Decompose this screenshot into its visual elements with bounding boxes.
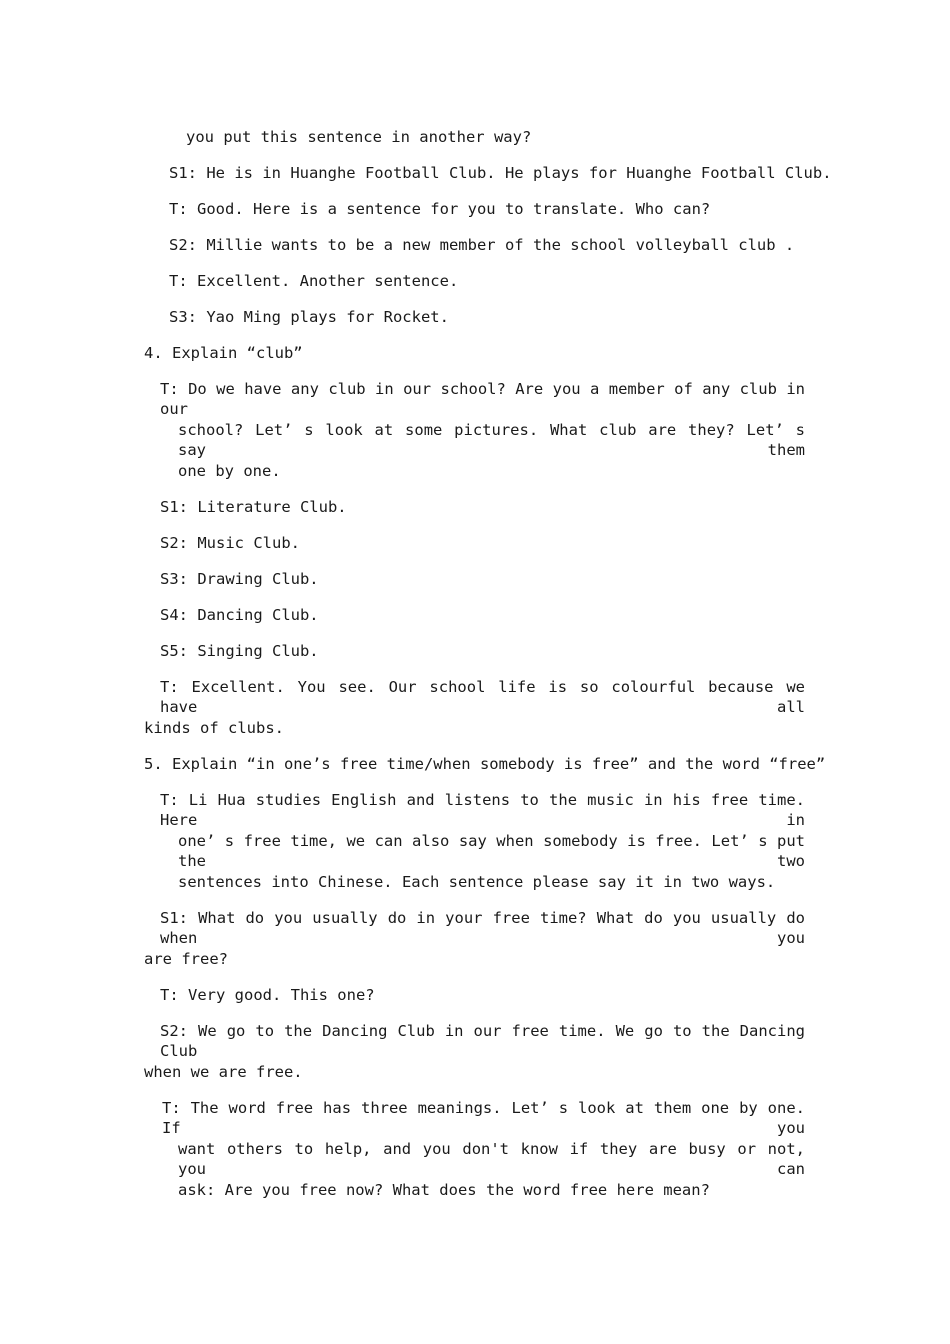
dialogue-line-continued: want others to help, and you don't know if they are busy or not, you can [178,1140,805,1178]
dialogue-line-continued: kinds of clubs. [144,719,284,737]
dialogue-line-continued: school? Let’ s look at some pictures. What club are they? Let’ s say them [178,421,805,459]
text-line: you put this sentence in another way? [186,128,532,146]
dialogue-line-continued: are free? [144,950,228,968]
section-heading: 5. Explain “in one’s free time/when somebody is free” and the word “free” [144,755,826,773]
dialogue-line: S4: Dancing Club. [160,606,319,624]
dialogue-line: S2: Millie wants to be a new member of the school volleyball club . [169,236,795,254]
dialogue-line: S3: Drawing Club. [160,570,319,588]
dialogue-line: T: Do we have any club in our school? Are you a member of any club in our [160,380,805,418]
dialogue-line: T: The word free has three meanings. Let’ s look at them one by one. If you [162,1099,805,1137]
dialogue-line: S3: Yao Ming plays for Rocket. [169,308,449,326]
dialogue-line: S2: Music Club. [160,534,300,552]
dialogue-line: S1: He is in Huanghe Football Club. He plays for Huanghe Football Club. [169,164,832,182]
dialogue-line: S1: Literature Club. [160,498,347,516]
dialogue-line: S2: We go to the Dancing Club in our free time. We go to the Dancing Club [160,1022,805,1060]
dialogue-line-continued: ask: Are you free now? What does the word free here mean? [178,1181,710,1199]
dialogue-line-continued: one’ s free time, we can also say when somebody is free. Let’ s put the two [178,832,805,870]
dialogue-line: T: Good. Here is a sentence for you to translate. Who can? [169,200,711,218]
dialogue-line-continued: sentences into Chinese. Each sentence please say it in two ways. [178,873,776,891]
dialogue-line: T: Li Hua studies English and listens to the music in his free time. Here in [160,791,805,829]
dialogue-line-continued: when we are free. [144,1063,303,1081]
dialogue-line: S1: What do you usually do in your free time? What do you usually do when you [160,909,805,947]
dialogue-line: T: Excellent. Another sentence. [169,272,459,290]
dialogue-line: S5: Singing Club. [160,642,319,660]
section-heading: 4. Explain “club” [144,344,303,362]
dialogue-line: T: Excellent. You see. Our school life is so colourful because we have all [160,678,805,716]
dialogue-line-continued: one by one. [178,462,281,480]
dialogue-line: T: Very good. This one? [160,986,375,1004]
